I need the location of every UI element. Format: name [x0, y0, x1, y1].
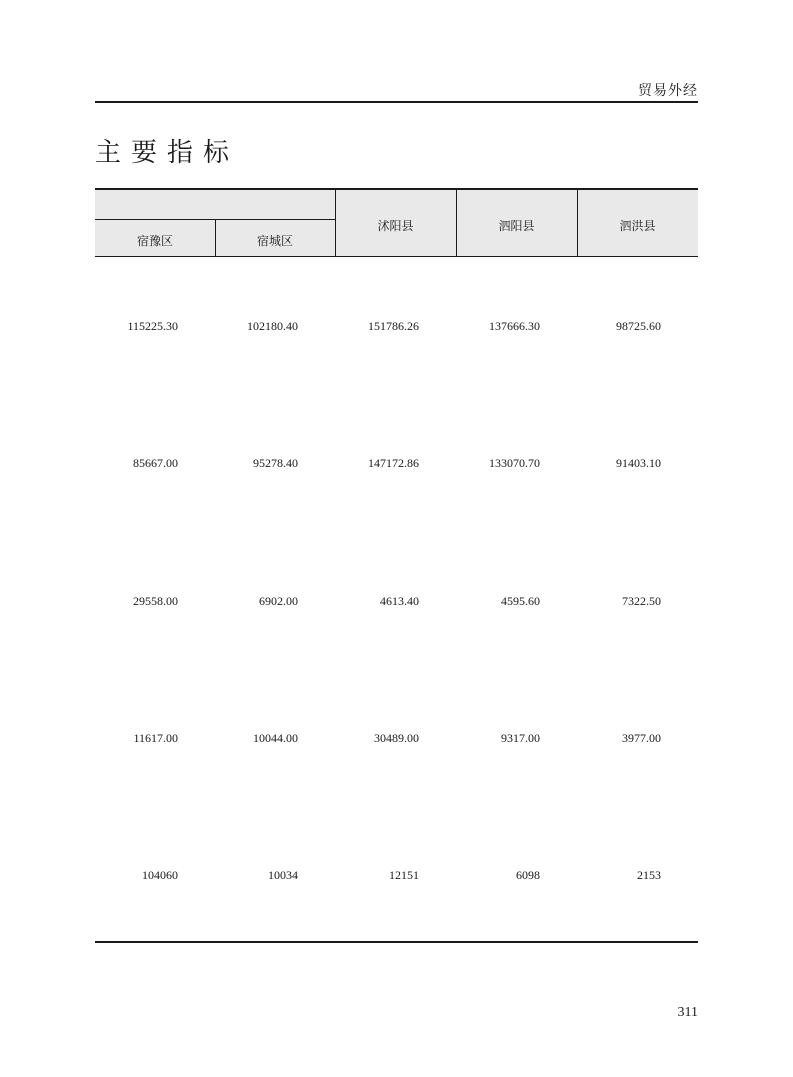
cell-shuyang: 147172.86 — [368, 456, 419, 470]
table-row — [95, 456, 698, 476]
cell-shuyang: 151786.26 — [368, 319, 419, 333]
table-row — [95, 731, 698, 751]
table-header — [95, 188, 698, 257]
cell-suyu: 104060 — [142, 868, 178, 882]
column-header-sucheng: 宿城区 — [256, 234, 293, 248]
table-row — [95, 319, 698, 339]
cell-sihong: 98725.60 — [616, 319, 661, 333]
cell-siyang: 6098 — [516, 868, 540, 882]
section-title: 贸易外经 — [638, 83, 698, 99]
column-header-siyang: 泗阳县 — [498, 219, 535, 233]
cell-shuyang: 4613.40 — [380, 594, 419, 608]
cell-suyu: 29558.00 — [133, 594, 178, 608]
cell-sihong: 7322.50 — [622, 594, 661, 608]
cell-suyu: 115225.30 — [127, 319, 178, 333]
cell-sihong: 91403.10 — [616, 456, 661, 470]
cell-shuyang: 12151 — [389, 868, 419, 882]
top-rule — [95, 101, 698, 103]
table-row — [95, 868, 698, 888]
cell-suyu: 85667.00 — [133, 456, 178, 470]
column-header-shuyang: 沭阳县 — [377, 219, 414, 233]
page-heading: 主要指标 — [95, 138, 240, 168]
cell-siyang: 4595.60 — [501, 594, 540, 608]
cell-sihong: 2153 — [637, 868, 661, 882]
cell-shuyang: 30489.00 — [374, 731, 419, 745]
cell-suyu: 11617.00 — [133, 731, 178, 745]
cell-sucheng: 10044.00 — [253, 731, 298, 745]
column-header-suyu: 宿豫区 — [136, 234, 173, 248]
cell-sihong: 3977.00 — [622, 731, 661, 745]
bottom-rule — [95, 941, 698, 943]
table-row — [95, 594, 698, 614]
cell-siyang: 137666.30 — [489, 319, 540, 333]
cell-siyang: 133070.70 — [489, 456, 540, 470]
column-header-sihong: 泗洪县 — [619, 219, 656, 233]
cell-sucheng: 6902.00 — [259, 594, 298, 608]
page-number: 311 — [677, 1005, 698, 1020]
cell-sucheng: 102180.40 — [247, 319, 298, 333]
cell-sucheng: 95278.40 — [253, 456, 298, 470]
cell-sucheng: 10034 — [268, 868, 298, 882]
cell-siyang: 9317.00 — [501, 731, 540, 745]
